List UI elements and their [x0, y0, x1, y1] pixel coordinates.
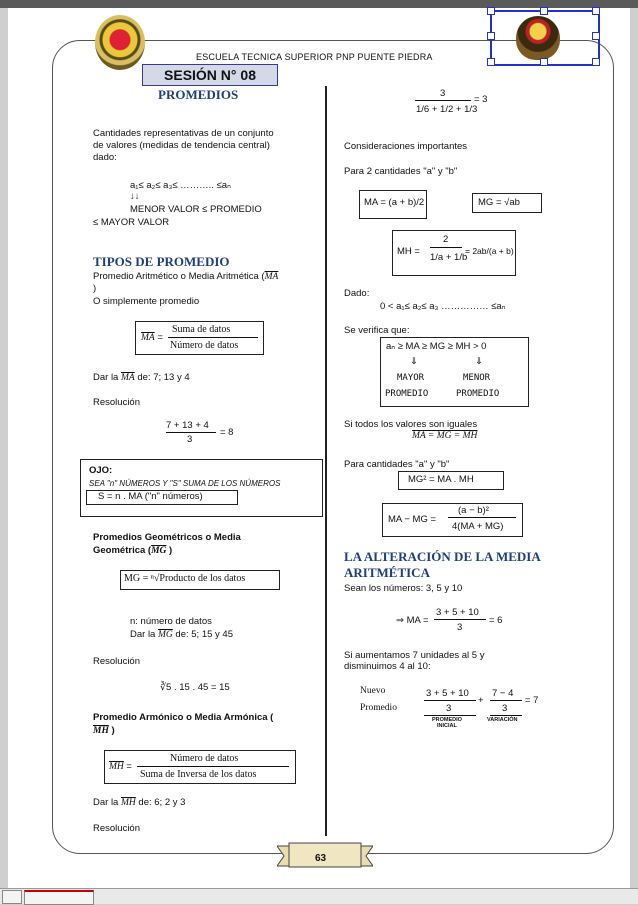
example-lhs: ⇒ MA = [396, 615, 429, 626]
section-tipos: TIPOS DE PROMEDIO [93, 254, 230, 269]
page-number: 63 [315, 853, 327, 864]
resolucion-3: Resolución [93, 823, 140, 834]
para-ab: Para cantidades "a" y "b" [344, 459, 450, 470]
mg-formula: MG = ⁿ√Producto de los datos [124, 573, 246, 584]
page-frame [52, 40, 614, 854]
resolucion-2: Resolución [93, 656, 140, 667]
mh-title-2: $\overline{MH}$ ) [93, 725, 115, 736]
fraction-bar [430, 247, 462, 248]
alteration-title-2: ARITMÉTICA [344, 565, 430, 580]
fraction-bar [434, 619, 486, 620]
fraction-bar [166, 432, 216, 433]
viewer-tab[interactable] [2, 890, 22, 904]
ojo-text: SEA "n" NÚMEROS Y "S" SUMA DE LOS NÚMEROS [89, 479, 281, 488]
ma-example: Dar la $\overline{MA}$ de: 7; 13 y 4 [93, 372, 190, 383]
top-calc-den: 1/6 + 1/2 + 1/3 [416, 104, 478, 115]
n-definition: n: número de datos [130, 616, 212, 627]
mg-example: Dar la $\overline{MG}$ de: 5; 15 y 45 [130, 629, 233, 640]
ma-simple: O simplemente promedio [93, 296, 200, 307]
underbrace [424, 715, 476, 716]
minor-line: MENOR VALOR ≤ PROMEDIO [130, 204, 262, 215]
resize-handle[interactable] [540, 58, 548, 66]
ojo-formula: S = n . MA ("n" números) [98, 491, 203, 502]
new-num-2: 7 − 4 [492, 688, 514, 699]
label-promedio-inicial-2: INICIAL [437, 723, 457, 729]
school-crest-logo [516, 16, 560, 60]
promedio-label-2: PROMEDIO [456, 389, 500, 399]
aumentamos-2: disminuimos 4 al 10: [344, 661, 431, 672]
promedio-label-1: PROMEDIO [385, 389, 429, 399]
sequence: a₁≤ a₂≤ a₃≤ ……….. ≤aₙ [130, 180, 231, 191]
mayor-label: MAYOR [397, 373, 425, 383]
mh-formula-lhs: $\overline{MH}$ = [109, 761, 132, 772]
intro-line-2: de valores (medidas de tendencia central) [93, 140, 270, 151]
verifica-label: Se verifica que: [344, 325, 410, 336]
mg2-formula: MG² = MA . MH [408, 474, 474, 485]
mh-formula-num: Número de datos [170, 753, 239, 764]
mh-ab-num: 2 [443, 234, 449, 245]
diff-lhs: MA − MG = [388, 514, 437, 525]
aumentamos-1: Si aumentamos 7 unidades al 5 y [344, 650, 485, 661]
fraction-bar [415, 100, 471, 101]
resize-handle[interactable] [540, 7, 548, 15]
ma-calc-res: = 8 [220, 427, 234, 438]
diff-den: 4(MA + MG) [452, 521, 504, 532]
example-den: 3 [457, 622, 463, 633]
example-res: = 6 [489, 615, 503, 626]
fraction-bar [424, 700, 476, 701]
nuevo-label: Nuevo [360, 686, 386, 696]
alteration-title-1: LA ALTERACIÓN DE LA MEDIA [344, 549, 541, 564]
ojo-title: OJO: [89, 465, 113, 476]
new-den-1: 3 [446, 703, 452, 714]
ma-formula-lhs: $\overline{MA}$ = [141, 332, 163, 343]
major-line: ≤ MAYOR VALOR [93, 217, 170, 228]
menor-label: MENOR [463, 373, 491, 383]
mg-ab-formula: MG = √ab [478, 197, 520, 208]
resize-handle[interactable] [592, 58, 600, 66]
session-title: SESIÓN N° 08 [142, 64, 278, 86]
label-variacion: VARIACIÓN [487, 717, 518, 723]
example-num: 3 + 5 + 10 [436, 607, 479, 618]
ma-close: ) [93, 283, 97, 294]
resize-handle[interactable] [487, 32, 495, 40]
inequality: aₙ ≥ MA ≥ MG ≥ MH > 0 [386, 341, 487, 352]
dado-label: Dado: [344, 288, 370, 299]
column-divider [325, 86, 327, 836]
new-res: = 7 [525, 695, 539, 706]
viewer-bottom-bar [0, 888, 638, 904]
resize-handle[interactable] [592, 32, 600, 40]
fraction-bar [490, 700, 522, 701]
iguales-text: Si todos los valores son iguales [344, 419, 478, 430]
considerations: Consideraciones importantes [344, 141, 468, 152]
topic-title: PROMEDIOS [158, 87, 239, 102]
mh-formula-den: Suma de Inversa de los datos [140, 769, 257, 780]
intro-line-1: Cantidades representativas de un conjunto [93, 128, 274, 139]
ma-formula-num: Suma de datos [172, 324, 231, 335]
mg-title-1: Promedios Geométricos o Media [93, 532, 241, 543]
sean-numbers: Sean los números: 3, 5 y 10 [344, 583, 463, 594]
arrow-down-2: ⇓ [475, 356, 483, 367]
resolucion-1: Resolución [93, 397, 140, 408]
mh-ab-lhs: MH = [397, 246, 420, 257]
police-seal-logo [95, 15, 145, 70]
diff-num: (a − b)² [458, 505, 489, 516]
mh-ab-eq: = 2ab/(a + b) [465, 246, 514, 256]
resize-handle[interactable] [487, 7, 495, 15]
resize-handle[interactable] [487, 58, 495, 66]
resize-handle[interactable] [592, 7, 600, 15]
fraction-bar [168, 337, 258, 338]
top-calc-res: = 3 [474, 94, 488, 105]
intro-line-3: dado: [93, 152, 117, 163]
ma-ab-formula: MA = (a + b)/2 [364, 197, 425, 208]
dado-sequence: 0 < a₁≤ a₂≤ a₃ …………… ≤aₙ [380, 301, 506, 312]
arrow-down-1: ⇓ [410, 356, 418, 367]
iguales-eq: MA = MG = MH [412, 431, 478, 441]
mh-ab-den: 1/a + 1/b [430, 252, 468, 263]
underbrace [490, 715, 522, 716]
ma-formula-den: Número de datos [170, 340, 239, 351]
label-promedio-inicial-1: PROMEDIO [432, 717, 462, 723]
new-den-2: 3 [502, 703, 508, 714]
ma-calc-den: 3 [187, 434, 193, 445]
para-2: Para 2 cantidades "a" y "b" [344, 166, 458, 177]
mh-title-1: Promedio Armónico o Media Armónica ( [93, 712, 274, 723]
mg-title-2: Geométrica ($\overline{MG}$ ) [93, 545, 173, 556]
school-name: ESCUELA TECNICA SUPERIOR PNP PUENTE PIEDRA [196, 52, 433, 62]
mg-calc: ∛5 . 15 . 45 = 15 [160, 682, 230, 693]
fraction-bar [137, 766, 289, 767]
mh-example: Dar la $\overline{MH}$ de: 6; 2 y 3 [93, 797, 186, 808]
ma-calc-num: 7 + 13 + 4 [166, 420, 209, 431]
plus-sign: + [478, 695, 484, 706]
fraction-bar [448, 517, 516, 518]
promedio-label: Promedio [360, 703, 397, 713]
top-calc-num: 3 [440, 88, 446, 99]
ma-title: Promedio Aritmético o Media Aritmética ($\overline{MA}$ [93, 271, 279, 282]
arrows: ↓↓ [130, 191, 140, 202]
new-num-1: 3 + 5 + 10 [426, 688, 469, 699]
